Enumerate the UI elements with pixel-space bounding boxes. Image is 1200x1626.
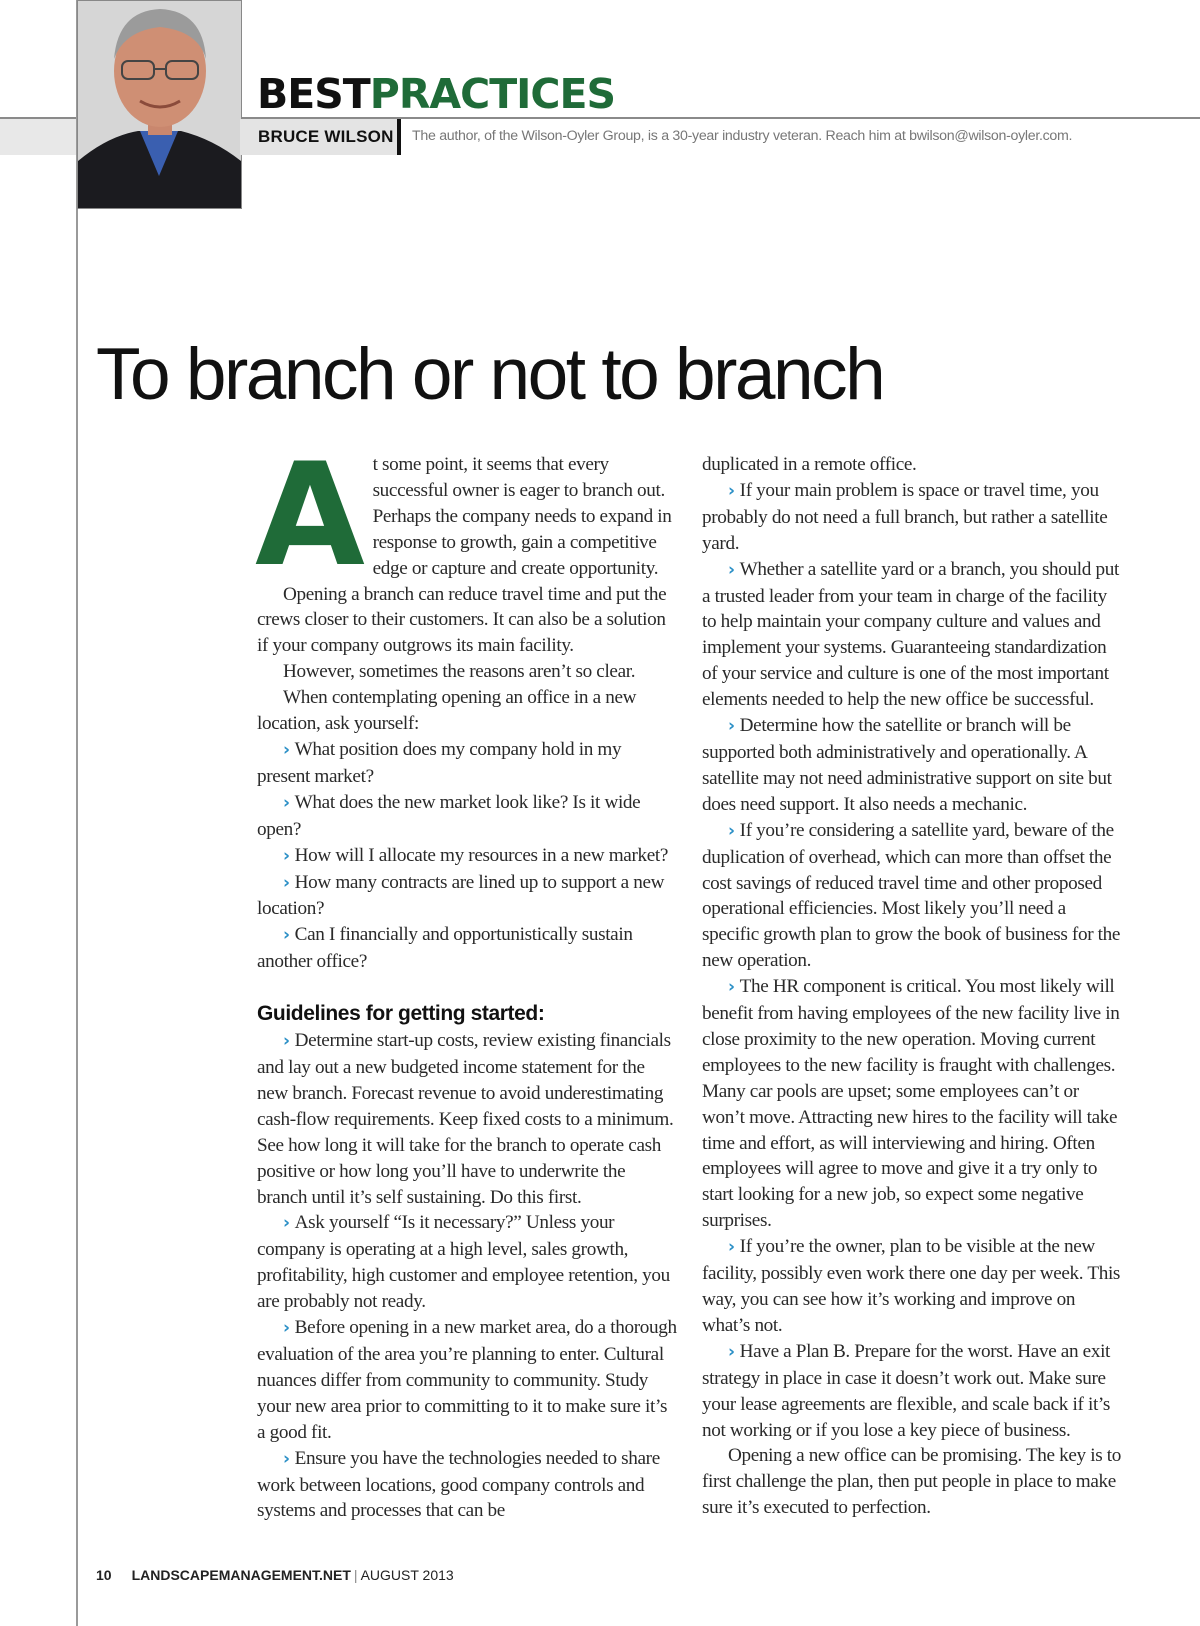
- guideline-text: Determine start-up costs, review existing financials and lay out a new budgeted income statement for the new branch. Forecast revenue to avoid underestimating cash-flow requirements. Keep fixed costs to a minimum. See how long it will take for the branch to operate cash positive or how long you’ll have to underwrite the branch until it’s self sustaining. Do this first.: [257, 1030, 674, 1208]
- section-title-best: BEST: [257, 70, 370, 118]
- footer-issue: AUGUST 2013: [360, 1567, 454, 1583]
- guideline-item: [702, 974, 1122, 1234]
- guideline-text: Determine how the satellite or branch will be supported both administratively and operationally. A satellite may not need administrative support on site but does need support. It also needs a mechanic.: [702, 715, 1112, 815]
- guideline-item: [257, 1210, 677, 1315]
- chevron-right-icon: ›: [283, 739, 290, 760]
- guideline-item: [702, 818, 1122, 974]
- guideline-item: [702, 557, 1122, 713]
- section-title-practices: PRACTICES: [369, 70, 616, 118]
- chevron-right-icon: ›: [283, 1318, 290, 1339]
- chevron-right-icon: ›: [283, 1448, 290, 1469]
- chevron-right-icon: ›: [283, 792, 290, 813]
- intro-paragraph: [255, 433, 677, 598]
- chevron-right-icon: ›: [728, 1341, 735, 1362]
- guidelines-subhead: Guidelines for getting started:: [257, 1002, 545, 1026]
- guideline-text: If you’re considering a satellite yard, beware of the duplication of overhead, which can more than offset the cost savings of reduced travel time and other proposed operational efficiencies. Most likely you’ll need a specific growth plan to grow the book of business for the new operation.: [702, 819, 1121, 972]
- question-item: [257, 737, 677, 790]
- author-name: BRUCE WILSON: [258, 127, 394, 146]
- guideline-item: [702, 478, 1122, 557]
- chevron-right-icon: ›: [728, 716, 735, 737]
- author-photo: [77, 0, 242, 209]
- article-headline: To branch or not to branch: [96, 334, 884, 415]
- guideline-text: Ask yourself “Is it necessary?” Unless your company is operating at a high level, sales growth, profitability, high customer and employee retention, you are probably not ready.: [257, 1212, 670, 1313]
- question-item: [257, 843, 677, 870]
- question-text: What does the new market look like? Is it wide open?: [257, 791, 641, 840]
- paragraph: However, sometimes the reasons aren’t so clear.: [283, 661, 636, 683]
- question-item: [257, 870, 677, 923]
- paragraph: Opening a branch can reduce travel time and put the crews closer to their customers. It can also be a solution if your company outgrows its main facility.: [257, 583, 667, 657]
- chevron-right-icon: ›: [728, 1237, 735, 1258]
- margin-rule: [76, 0, 78, 1626]
- article-column-right: [702, 452, 1122, 1521]
- author-portrait-illustration: [78, 1, 241, 208]
- guideline-text: If your main problem is space or travel time, you probably do not need a full branch, but rather a satellite yard.: [702, 479, 1108, 554]
- chevron-right-icon: ›: [283, 1213, 290, 1234]
- guideline-text: Whether a satellite yard or a branch, you should put a trusted leader from your team in charge of the facility to help maintain your company culture and values and implement your systems. Guaranteeing standardization of your service and culture is one of the most important elements needed to help the new office be successful.: [702, 558, 1119, 711]
- chevron-right-icon: ›: [728, 559, 735, 580]
- footer-site: LANDSCAPEMANAGEMENT.NET: [131, 1567, 351, 1583]
- guideline-item: [702, 1339, 1122, 1444]
- question-text: What position does my company hold in my present market?: [257, 738, 622, 787]
- question-text: How many contracts are lined up to support a new location?: [257, 871, 665, 920]
- guideline-item: [702, 713, 1122, 818]
- section-title: [257, 70, 615, 118]
- byline-divider: [397, 119, 401, 155]
- chevron-right-icon: ›: [283, 845, 290, 866]
- guideline-text: If you’re the owner, plan to be visible at the new facility, possibly even work there one day per week. This way, you can see how it’s working and improve on what’s not.: [702, 1236, 1121, 1336]
- guideline-text: Ensure you have the technologies needed to share work between locations, good company controls and systems and processes that can be: [257, 1447, 660, 1522]
- guideline-text: The HR component is critical. You most likely will benefit from having employees of the new facility live in close proximity to the new operation. Moving current employees to the new facility is fraught with challenges. Many car pools are upset; some employees can’t or won’t move. Attracting new hires to the facility will take time and effort, as will interviewing and hiring. Often employees will agree to move and give it a try only to start looking for a new job, so expect some negative surprises.: [702, 976, 1120, 1232]
- guideline-text: Have a Plan B. Prepare for the worst. Have an exit strategy in place in case it doesn’t work out. Make sure your lease agreements are flexible, and scale back if it’s not working or if you lose a key piece of business.: [702, 1340, 1111, 1441]
- drop-cap: A: [255, 433, 365, 598]
- closing-paragraph: Opening a new office can be promising. The key is to first challenge the plan, then put people in place to make sure it’s executed to perfection.: [702, 1445, 1121, 1519]
- footer-separator: |: [353, 1567, 358, 1583]
- chevron-right-icon: ›: [728, 480, 735, 501]
- chevron-right-icon: ›: [283, 872, 290, 893]
- page-footer: [96, 1567, 454, 1583]
- guideline-text: Before opening in a new market area, do a thorough evaluation of the area you’re planning to enter. Cultural nuances differ from community to community. Study your new area prior to committing to it to make sure it’s a good fit.: [257, 1317, 677, 1443]
- paragraph: When contemplating opening an office in a new location, ask yourself:: [257, 687, 637, 735]
- author-name-box: [240, 119, 397, 155]
- continuation-text: duplicated in a remote office.: [702, 454, 917, 475]
- guideline-item: [702, 1234, 1122, 1339]
- page-number: 10: [96, 1567, 112, 1583]
- question-text: How will I allocate my resources in a new market?: [294, 844, 669, 866]
- question-item: [257, 922, 677, 975]
- chevron-right-icon: ›: [728, 977, 735, 998]
- question-item: [257, 790, 677, 843]
- author-bio: The author, of the Wilson-Oyler Group, is a 30-year industry veteran. Reach him at bwilson@wilson-oyler.com.: [412, 128, 1073, 144]
- guideline-item: [257, 1028, 677, 1210]
- intro-text: t some point, it seems that every successful owner is eager to branch out. Perhaps the company needs to expand in response to growth, gain a competitive edge or capture and create opportunity.: [372, 454, 672, 579]
- byline: [240, 119, 1200, 155]
- guideline-item: [257, 1446, 677, 1525]
- chevron-right-icon: ›: [283, 925, 290, 946]
- guideline-item: [257, 1315, 677, 1446]
- article-column-left: [255, 433, 677, 1524]
- question-text: Can I financially and opportunistically sustain another office?: [257, 924, 633, 973]
- chevron-right-icon: ›: [728, 820, 735, 841]
- chevron-right-icon: ›: [283, 1031, 290, 1052]
